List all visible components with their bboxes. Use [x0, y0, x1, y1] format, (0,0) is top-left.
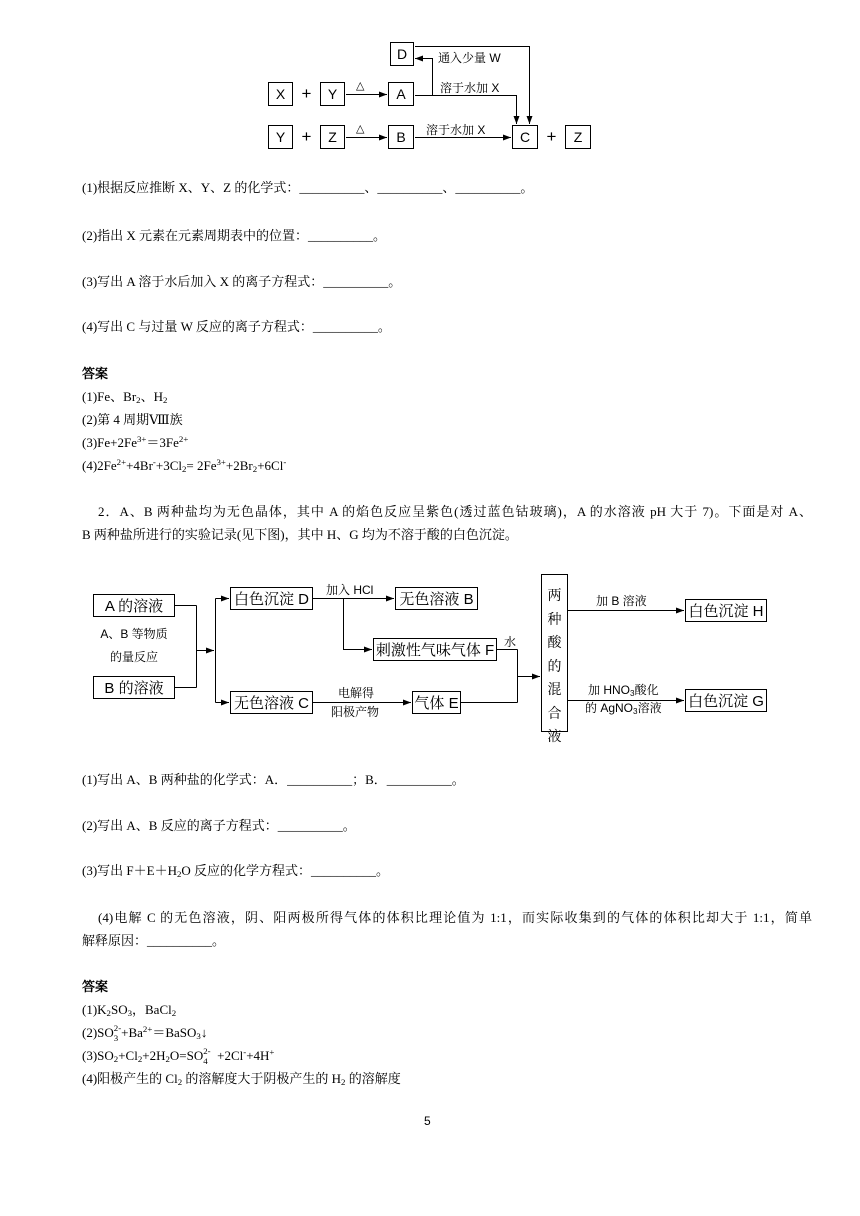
- subscript: 2: [106, 1008, 111, 1019]
- label-add-acidified-line-2: [585, 701, 662, 715]
- text-run: ，BaCl: [132, 1002, 172, 1017]
- text-run: (3)Fe+2Fe: [82, 435, 137, 450]
- superscript: 2-: [113, 1023, 122, 1034]
- subscript: 2: [113, 1054, 119, 1065]
- q2-answer-2: [82, 1024, 207, 1042]
- text-run: +4H: [246, 1048, 270, 1063]
- label-add-acidified-line-1: [588, 683, 659, 697]
- box-acid-mixture: [541, 574, 568, 744]
- superscript: 2+: [142, 1024, 153, 1035]
- text-run: +3Cl: [155, 458, 182, 473]
- label-equal-amount-line-2: 的量反应: [109, 650, 158, 664]
- superscript: 3+: [137, 434, 147, 445]
- box-white-precipitate-h: 白色沉淀 H: [685, 599, 767, 622]
- subscript: 3: [127, 1008, 133, 1019]
- box-a: A: [388, 82, 414, 106]
- box-d: D: [390, 42, 414, 66]
- heat-symbol: △: [356, 80, 365, 92]
- subscript: 2: [176, 869, 182, 880]
- label-electrolysis-line-1: 电解得: [338, 686, 375, 700]
- text-run: ↓: [200, 1025, 208, 1040]
- subscript: 2: [136, 395, 141, 406]
- q2-intro-line-1: 2．A、B 两种盐均为无色晶体，其中 A 的焰色反应呈紫色(透过蓝色钴玻璃)，A 的水溶液 pH 大于 7)。下面是对 A、: [98, 504, 812, 519]
- q2-part-2: (2)写出 A、B 反应的离子方程式：__________。: [82, 818, 356, 833]
- box-colorless-solution-c: 无色溶液 C: [230, 691, 313, 714]
- q2-intro-line-2: B 两种盐所进行的实验记录(见下图)，其中 H、G 均为不溶于酸的白色沉淀。: [82, 527, 518, 542]
- text-run: +2H: [142, 1048, 166, 1063]
- box-y-bottom: Y: [268, 125, 293, 149]
- text-run: (2)SO: [82, 1025, 114, 1040]
- label-dissolve-add-x: 溶于水加 X: [440, 81, 500, 95]
- box-white-precipitate-d: 白色沉淀 D: [230, 587, 313, 610]
- q1-answer-1: [82, 388, 167, 406]
- subscript: 2: [182, 464, 187, 475]
- box-b-solution: B 的溶液: [93, 676, 175, 699]
- subscript: 2: [252, 464, 258, 475]
- q1-answer-3: [82, 434, 188, 452]
- q1-part-4: (4)写出 C 与过量 W 反应的离子方程式：__________。: [82, 319, 391, 334]
- text-run: (4)阳极产生的 Cl: [82, 1071, 178, 1086]
- q2-answer-1: [82, 1001, 176, 1019]
- box-x: X: [268, 82, 293, 106]
- subscript: 2: [177, 1077, 183, 1088]
- experiment-flowchart: [88, 570, 772, 744]
- box-gas-e: 气体 E: [412, 691, 461, 714]
- superscript: 2+: [116, 457, 127, 468]
- superscript: 3+: [216, 457, 226, 468]
- box-y-top: Y: [320, 82, 345, 106]
- page-number: 5: [424, 1114, 431, 1128]
- q1-part-3: (3)写出 A 溶于水后加入 X 的离子方程式：__________。: [82, 274, 402, 289]
- q2-part-1: (1)写出 A、B 两种盐的化学式：A．__________；B．__________。: [82, 772, 465, 787]
- text-run: 溶液: [637, 701, 662, 715]
- q1-answer-4: [82, 457, 286, 475]
- text-run: (3)写出 F＋E＋H: [82, 863, 177, 878]
- acid-mixture-label: 两种酸的混合液: [547, 587, 562, 744]
- subscript: 4: [203, 1055, 208, 1066]
- subscript: 3: [196, 1031, 201, 1042]
- q2-answer-4: [82, 1070, 401, 1088]
- label-add-b-solution: 加 B 溶液: [596, 594, 647, 608]
- q2-answer-3: [82, 1047, 274, 1065]
- q1-answer-2: (2)第 4 周期Ⅷ族: [82, 412, 183, 427]
- label-equal-amount-line-1: A、B 等物质: [100, 627, 168, 641]
- text-run: O=SO: [169, 1048, 204, 1063]
- box-white-precipitate-g: 白色沉淀 G: [685, 689, 767, 712]
- subscript: 3: [633, 707, 638, 717]
- q2-part-3: [82, 862, 389, 880]
- box-z-right: Z: [565, 125, 591, 149]
- label-pass-small-w: 通入少量 W: [438, 51, 501, 65]
- label-add-hcl: 加入 HCl: [326, 583, 374, 597]
- sub-superscript: [203, 1047, 210, 1066]
- text-run: O 反应的化学方程式：__________。: [181, 863, 390, 878]
- text-run: +6Cl: [257, 458, 284, 473]
- text-run: (4)2Fe: [82, 458, 117, 473]
- heat-symbol: △: [356, 123, 365, 135]
- q1-answer-heading: 答案: [82, 366, 109, 381]
- q2-part-4-line-1: (4)电解 C 的无色溶液，阴、阳两极所得气体的体积比理论值为 1:1，而实际收集到的气体的体积比却大于 1:1，简单: [98, 910, 812, 925]
- text-run: 、H: [140, 389, 163, 404]
- plus-sign: +: [546, 127, 557, 146]
- text-run: (1)Fe、Br: [82, 389, 137, 404]
- text-run: ＝3Fe: [146, 435, 179, 450]
- arrow-d-to-gas-f: [344, 599, 373, 650]
- superscript: 2-: [203, 1046, 211, 1057]
- box-a-solution: A 的溶液: [93, 594, 175, 617]
- q2-part-4-line-2: 解释原因：__________。: [82, 933, 226, 948]
- text-run: +4Br: [126, 458, 153, 473]
- q1-part-2: (2)指出 X 元素在元素周期表中的位置：__________。: [82, 228, 387, 243]
- box-colorless-solution-b: 无色溶液 B: [395, 587, 478, 610]
- box-b: B: [388, 125, 414, 149]
- subscript: 3: [113, 1032, 119, 1043]
- subscript: 2: [137, 1054, 143, 1065]
- subscript: 2: [162, 395, 168, 406]
- q1-part-1: (1)根据反应推断 X、Y、Z 的化学式：__________、__________、__________。: [82, 180, 534, 195]
- box-z-left: Z: [320, 125, 345, 149]
- text-run: +Ba: [121, 1025, 143, 1040]
- text-run: 酸化: [634, 683, 659, 697]
- text-run: +2Cl: [210, 1048, 244, 1063]
- label-water: 水: [504, 635, 517, 649]
- text-run: (1)K: [82, 1002, 107, 1017]
- text-run: = 2Fe: [186, 458, 217, 473]
- box-pungent-gas-f: 刺激性气味气体 F: [373, 638, 497, 661]
- superscript: 2+: [178, 434, 189, 445]
- reaction-scheme-diagram: [260, 36, 600, 154]
- label-dissolve-add-x: 溶于水加 X: [426, 123, 486, 137]
- text-run: +Cl: [118, 1048, 138, 1063]
- subscript: 2: [341, 1077, 346, 1088]
- plus-sign: +: [301, 127, 312, 146]
- text-run: +2Br: [225, 458, 253, 473]
- plus-sign: +: [301, 84, 312, 103]
- label-electrolysis-line-2: 阳极产物: [331, 705, 380, 719]
- superscript: -: [243, 1047, 247, 1058]
- subscript: 2: [165, 1054, 170, 1065]
- text-run: 的溶解度: [345, 1071, 401, 1086]
- text-run: 加 HNO: [588, 683, 631, 697]
- text-run: (3)SO: [82, 1048, 114, 1063]
- arrow-into-d: [415, 59, 433, 96]
- text-run: 的 AgNO: [585, 701, 634, 715]
- superscript: -: [152, 457, 156, 468]
- subscript: 3: [630, 689, 635, 699]
- text-run: SO: [110, 1002, 128, 1017]
- arrow-a-to-c: [415, 96, 517, 125]
- subscript: 2: [171, 1008, 177, 1019]
- text-run: 的溶解度大于阴极产生的 H: [182, 1071, 342, 1086]
- box-c: C: [512, 125, 538, 149]
- superscript: -: [283, 457, 287, 468]
- q2-answer-heading: 答案: [82, 979, 109, 994]
- text-run: ＝BaSO: [152, 1025, 197, 1040]
- superscript: +: [269, 1047, 275, 1058]
